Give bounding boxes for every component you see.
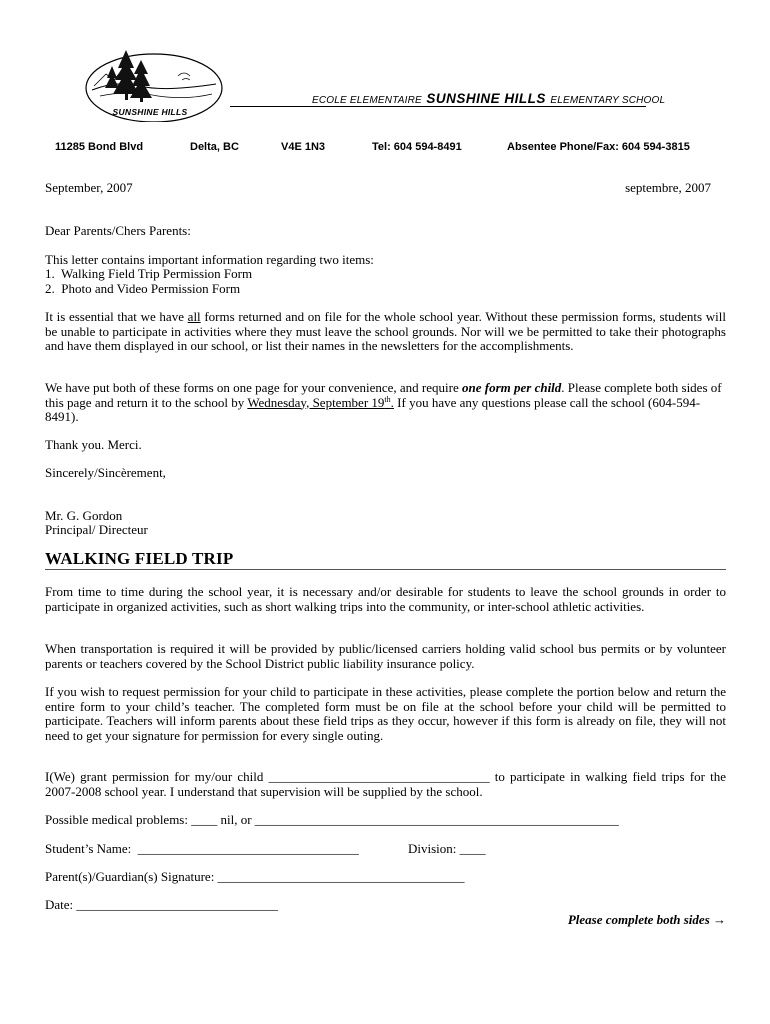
letterhead-rule [230,106,646,107]
thanks-line: Thank you. Merci. [45,437,142,452]
date-field[interactable]: Date: _______________________________ [45,897,278,912]
paragraph-return-instructions: We have put both of these forms on one page for your convenience, and require one form per child. Please complete both sides of this page and return it to the school by Wednesday, September 19th. If you have any questions please call the school (604-594-8491). [45,380,722,425]
student-name-field[interactable]: Student’s Name: __________________________________ [45,841,359,856]
list-item: 1. Walking Field Trip Permission Form [45,266,253,281]
signature-field[interactable]: Parent(s)/Guardian(s) Signature: ______________________________________ [45,869,465,884]
signer-name: Mr. G. Gordon [45,508,123,523]
absentee-phone: Absentee Phone/Fax: 604 594-3815 [507,141,690,153]
paragraph-field-trip-info: From time to time during the school year, it is necessary and/or desirable for students to leave the school grounds in order to participate in organized activities, such as short walking trips into the community, or inter-school athletic activities. [45,584,726,614]
section-title: WALKING FIELD TRIP [45,549,234,568]
paragraph-transportation: When transportation is required it will be provided by public/licensed carriers holding valid school bus permits or by volunteer parents or teachers covered by the School District public liability insurance policy. [45,641,726,671]
date-english: September, 2007 [45,180,133,195]
emphasis-one-form: one form per child [461,380,562,395]
school-name: SUNSHINE HILLS [426,91,546,106]
postal-code: V4E 1N3 [281,141,326,153]
intro-text: This letter contains important information regarding two items: [45,252,374,267]
logo-caption: SUNSHINE HILLS [112,107,188,117]
emphasis-all: all [187,309,201,324]
permission-grant-statement: I(We) grant permission for my/our child __________________________________ to participate in walking field trips for the 2007-2008 school year. I understand that supervision will be supplied by the school. [45,769,726,799]
due-date: Wednesday, September 19th. [247,394,394,410]
list-item: 2. Photo and Video Permission Form [45,281,241,296]
continue-note: Please complete both sides → [567,912,726,927]
school-prefix: ECOLE ELEMENTAIRE [312,95,422,106]
section-rule [45,569,726,570]
city: Delta, BC [190,141,239,153]
medical-problems-field[interactable]: Possible medical problems: ____ nil, or ________________________________________________________ [45,812,619,827]
telephone: Tel: 604 594-8491 [372,141,462,153]
school-suffix: ELEMENTARY SCHOOL [550,95,666,106]
date-french: septembre, 2007 [625,180,711,195]
address: 11285 Bond Blvd [55,141,144,153]
closing: Sincerely/Sincèrement, [45,465,166,480]
signer-title: Principal/ Directeur [45,522,148,537]
paragraph-permission-required: It is essential that we have all forms returned and on file for the whole school year. Without these permission forms, students will be unable to participate in activities where they must leave the school grounds. Nor will we be permitted to take their photographs and have them displayed in our school, or list their names in the newsletters for the accomplishments. [45,309,726,354]
paragraph-request-permission: If you wish to request permission for your child to participate in these activities, please complete the portion below and return the entire form to your child’s teacher. The completed form must be on file at the school before your child will be permitted to participate. Teachers will inform parents about these field trips as they occur, however if this form is already on file, they will not need to get your signature for permission for every single outing. [45,684,726,743]
division-field[interactable]: Division: ____ [408,841,486,856]
salutation: Dear Parents/Chers Parents: [45,223,191,238]
